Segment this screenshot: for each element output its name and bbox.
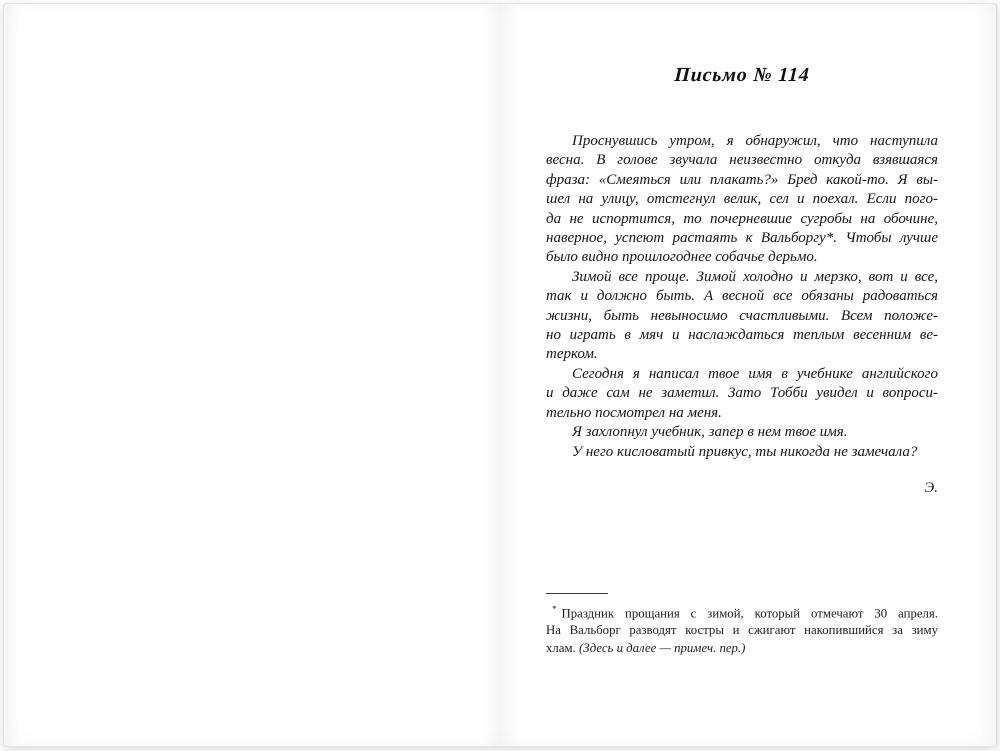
text-line: и даже сам не заметил. Зато Тобби увидел и вопроси- — [546, 385, 938, 402]
text-line: но играть в мяч и наслаждаться теплым весенним ве- — [546, 327, 938, 344]
footnote-divider — [546, 593, 608, 594]
text-line: фраза: «Смеяться или плакать?» Бред какой-то. Я вы- — [546, 171, 938, 188]
footnote-line: На Вальборг разводят костры и сжигают накопившийся за зиму — [546, 623, 938, 638]
footnote-text: Праздник прощания с зимой, который отмечают 30 апреля. — [561, 606, 938, 621]
footnote-text: хлам. — [546, 640, 579, 655]
text-line: весна. В голове звучала неизвестно откуда взявшаяся — [546, 152, 938, 169]
footnote-line — [546, 640, 938, 657]
letter-paragraph — [546, 423, 938, 442]
footnote-line — [546, 601, 938, 622]
letter-paragraph — [546, 268, 938, 365]
text-line: наверное, успеют растаять к Вальборгу*. Чтобы лучше — [546, 230, 938, 247]
letter-paragraph — [546, 132, 938, 268]
footnote-marker: * — [552, 604, 557, 614]
text-line: Проснувшись утром, я обнаружил, что наступила — [572, 133, 938, 149]
text-line: Я захлопнул учебник, запер в нем твое имя. — [572, 424, 848, 441]
footnote — [546, 593, 938, 657]
text-line: было видно прошлогоднее собачье дерьмо. — [546, 249, 818, 266]
text-line: тельно посмотрел на меня. — [546, 404, 722, 421]
text-line: Зимой все проще. Зимой холодно и мерзко, вот и все, — [572, 268, 938, 285]
text-line: терком. — [546, 346, 598, 363]
text-line: У него кисловатый привкус, ты никогда не замечала? — [572, 443, 918, 460]
footnote-translator-note: (Здесь и далее — примеч. пер.) — [578, 640, 746, 655]
signature: Э. — [924, 480, 938, 496]
letter-paragraph — [546, 443, 938, 462]
text-line: так и должно быть. А весной все обязаны радоваться — [546, 288, 938, 305]
letter-title: Письмо № 114 — [673, 64, 811, 86]
letter-paragraph — [546, 365, 938, 423]
text-line: да не испортится, то почерневшие сугробы на обочине, — [546, 210, 938, 227]
left-page — [4, 4, 501, 746]
book-spread — [3, 3, 997, 747]
letter-body — [546, 132, 938, 462]
text-line: Сегодня я написал твое имя в учебнике английского — [572, 365, 938, 382]
right-page — [501, 4, 998, 746]
text-line: жизни, быть невыносимо счастливыми. Всем положе- — [546, 307, 938, 324]
text-line: шел на улицу, отстегнул велик, сел и поехал. Если пого- — [546, 191, 938, 208]
